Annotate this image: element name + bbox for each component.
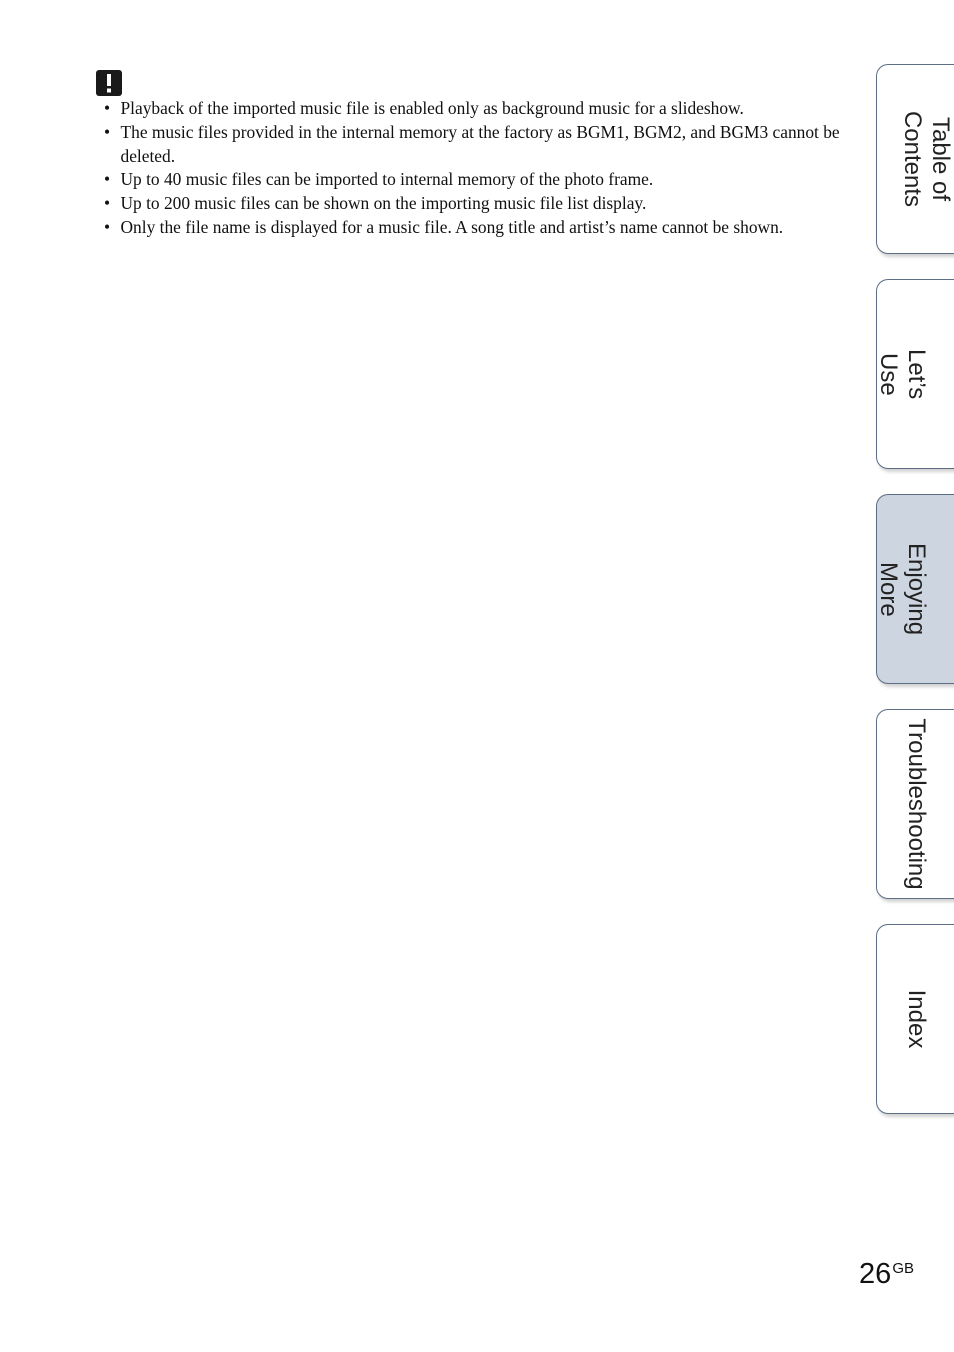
- tab-troubleshooting[interactable]: [876, 709, 954, 899]
- exclamation-icon: [96, 70, 122, 96]
- page-number-suffix: GB: [892, 1260, 914, 1277]
- tab-lets-use[interactable]: [876, 279, 954, 469]
- page-number: [859, 1258, 914, 1291]
- tab-label: Index: [903, 989, 930, 1049]
- page-number-value: 26: [859, 1258, 892, 1290]
- list-item: • Up to 40 music files can be imported to internal memory of the photo frame.: [100, 168, 840, 192]
- note-list: [100, 97, 840, 240]
- tab-label: Troubleshooting: [903, 718, 930, 890]
- tab-label: Table of Contents: [899, 110, 954, 208]
- list-item: • Playback of the imported music file is enabled only as background music for a slideshow.: [100, 97, 840, 121]
- tab-index[interactable]: [876, 924, 954, 1114]
- tab-enjoying-more[interactable]: [876, 494, 954, 684]
- list-item: • Up to 200 music files can be shown on the importing music file list display.: [100, 192, 840, 216]
- list-item: • The music files provided in the internal memory at the factory as BGM1, BGM2, and BGM3 cannot be deleted.: [100, 121, 840, 169]
- tab-table-of-contents[interactable]: [876, 64, 954, 254]
- list-item: • Only the file name is displayed for a music file. A song title and artist’s name cannot be shown.: [100, 216, 840, 240]
- tab-label: Enjoying More: [875, 542, 930, 636]
- tab-label: Let’s Use: [875, 348, 930, 400]
